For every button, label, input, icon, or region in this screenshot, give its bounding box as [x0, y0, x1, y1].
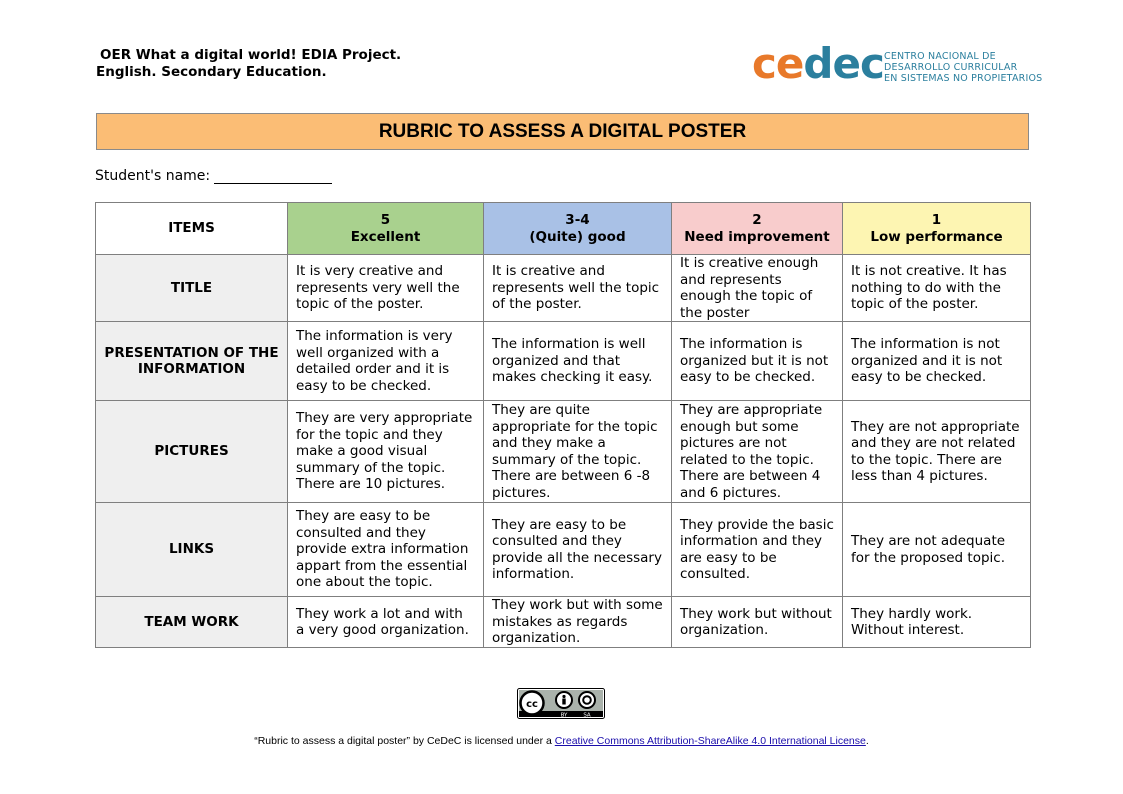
license-suffix: . [865, 735, 869, 747]
table-row [96, 255, 1031, 322]
header-level: Need improvement [684, 228, 830, 245]
table-cell: They are easy to be consulted and they provide all the necessary information. [484, 503, 672, 597]
table-cell: It is very creative and represents very well the topic of the poster. [288, 255, 484, 322]
logo-word-part1: ce [752, 39, 804, 88]
item-pictures: PICTURES [96, 401, 288, 503]
cc-icon-label: cc [526, 699, 538, 710]
student-name-label: Student's name: [95, 168, 211, 184]
header-line-2: English. Secondary Education. [96, 64, 327, 80]
table-cell: It is not creative. It has nothing to do with the topic of the poster. [843, 255, 1031, 322]
table-cell: They provide the basic information and they are easy to be consulted. [672, 503, 843, 597]
table-cell: They are easy to be consulted and they provide extra information appart from the essential one about the topic. [288, 503, 484, 597]
header-items: ITEMS [96, 203, 288, 255]
header-excellent [288, 203, 484, 255]
table-cell: They are quite appropriate for the topic and they make a summary of the topic. There are between 6 -8 pictures. [484, 401, 672, 503]
item-team-work: TEAM WORK [96, 597, 288, 648]
header-need-improvement [672, 203, 843, 255]
rubric-table [95, 202, 1031, 648]
license-link[interactable]: Creative Commons Attribution-ShareAlike 4.0 International License [554, 735, 866, 747]
table-row [96, 597, 1031, 648]
table-cell: The information is organized but it is not easy to be checked. [672, 322, 843, 401]
license-prefix: “Rubric to assess a digital poster” by CeDeC is licensed under a [254, 735, 555, 747]
table-cell: They work but with some mistakes as regards organization. [484, 597, 672, 648]
header-quite-good [484, 203, 672, 255]
license-footer [0, 735, 1123, 747]
item-presentation: PRESENTATION OF THE INFORMATION [96, 322, 288, 401]
sa-icon [579, 692, 595, 708]
header-row [96, 203, 1031, 255]
table-cell: They work but without organization. [672, 597, 843, 648]
header-level: Low performance [870, 228, 1003, 245]
table-row [96, 401, 1031, 503]
table-cell: It is creative and represents well the topic of the poster. [484, 255, 672, 322]
table-cell: It is creative enough and represents enough the topic of the poster [672, 255, 843, 322]
header-level: Excellent [350, 228, 421, 245]
logo-subtitle [884, 51, 1042, 84]
by-label: BY [560, 712, 568, 719]
table-cell: They are very appropriate for the topic and they make a good visual summary of the topic. There are 10 pictures. [288, 401, 484, 503]
table-cell: They hardly work. Without interest. [843, 597, 1031, 648]
table-row [96, 503, 1031, 597]
logo-subtitle-line-2: DESARROLLO CURRICULAR [884, 62, 1018, 73]
header-line-1: OER What a digital world! EDIA Project. [100, 47, 402, 63]
table-row [96, 322, 1031, 401]
header-score: 5 [380, 212, 391, 228]
table-cell: They are appropriate enough but some pictures are not related to the topic. There are between 4 and 6 pictures. [672, 401, 843, 503]
logo-subtitle-line-1: CENTRO NACIONAL DE [884, 51, 996, 62]
item-title: TITLE [96, 255, 288, 322]
table-cell: The information is very well organized with a detailed order and it is easy to be checked. [288, 322, 484, 401]
table-cell: The information is not organized and it is not easy to be checked. [843, 322, 1031, 401]
logo-subtitle-line-3: EN SISTEMAS NO PROPIETARIOS [884, 73, 1043, 84]
item-links: LINKS [96, 503, 288, 597]
table-cell: They work a lot and with a very good organization. [288, 597, 484, 648]
header-level: (Quite) good [529, 228, 626, 245]
header-score: 3-4 [565, 212, 590, 228]
table-cell: They are not adequate for the proposed topic. [843, 503, 1031, 597]
rubric-title: RUBRIC TO ASSESS A DIGITAL POSTER [96, 113, 1029, 150]
student-name-blank-line [214, 169, 332, 184]
student-name-field [95, 168, 332, 184]
header-score: 1 [931, 212, 942, 228]
logo-wordmark [752, 40, 884, 88]
sa-label: SA [583, 712, 591, 719]
cc-by-sa-badge[interactable] [517, 688, 605, 719]
header-low-performance [843, 203, 1031, 255]
logo-word-part2: dec [803, 39, 884, 88]
table-cell: The information is well organized and that makes checking it easy. [484, 322, 672, 401]
header-score: 2 [752, 212, 762, 228]
table-cell: They are not appropriate and they are not related to the topic. There are less than 4 pictures. [843, 401, 1031, 503]
document-header [96, 47, 401, 81]
